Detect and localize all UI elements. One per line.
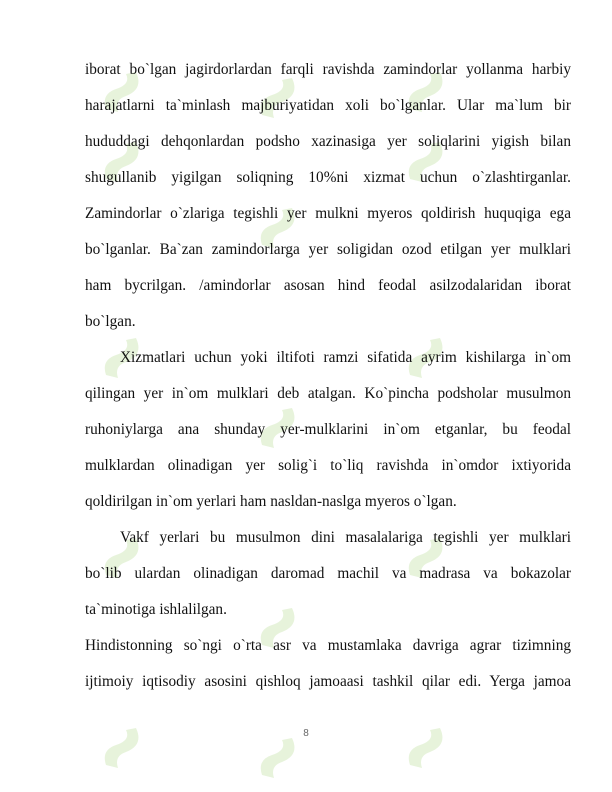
text-line: ta`minotiga ishlalilgan. <box>85 601 227 618</box>
text-line: harajatlarni ta`minlash majburiyatidan xoli bo`lganlar. Ular ma`lum bir <box>85 97 571 114</box>
text-line: Zamindorlar o`zlariga tegishli yer mulkni myeros qoldirish huquqiga ega <box>85 205 571 222</box>
text-line: shugullanib yigilgan soliqning 10%ni xizmat uchun o`zlashtirganlar. <box>85 169 571 186</box>
text-line: bo`lganlar. Ba`zan zamindorlarga yer soligidan ozod etilgan yer mulklari <box>85 241 571 258</box>
text-line: Xizmatlari uchun yoki iltifoti ramzi sifatida ayrim kishilarga in`om <box>120 349 571 366</box>
text-line: Hindistonning so`ngi o`rta asr va mustamlaka davriga agrar tizimning <box>85 637 571 654</box>
text-line: ham bycrilgan. /amindorlar asosan hind feodal asilzodalaridan iborat <box>85 277 571 294</box>
text-line: bo`lib ulardan olinadigan daromad machil va madrasa va bokazolar <box>85 565 571 582</box>
text-line: mulklardan olinadigan yer solig`i to`liq ravishda in`omdor ixtiyorida <box>85 457 571 474</box>
text-line: ijtimoiy iqtisodiy asosini qishloq jamoaasi tashkil qilar edi. Yerga jamoa <box>85 673 571 690</box>
text-line: iborat bo`lgan jagirdorlardan farqli ravishda zamindorlar yollanma harbiy <box>85 61 571 78</box>
text-line: Vakf yerlari bu musulmon dini masalalariga tegishli yer mulklari <box>120 529 571 546</box>
text-line: qoldirilgan in`om yerlari ham nasldan-naslga myeros o`lgan. <box>85 493 457 510</box>
text-line: bo`lgan. <box>85 313 136 330</box>
text-line: ruhoniylarga ana shunday yer-mulklarini in`om etganlar, bu feodal <box>85 421 571 438</box>
text-line: qilingan yer in`om mulklari deb atalgan. Ko`pincha podsholar musulmon <box>85 385 571 402</box>
page-number: 8 <box>303 728 309 739</box>
text-line: hududdagi dehqonlardan podsho xazinasiga yer soliqlarini yigish bilan <box>85 133 571 150</box>
watermark-logo-icon <box>252 730 312 790</box>
